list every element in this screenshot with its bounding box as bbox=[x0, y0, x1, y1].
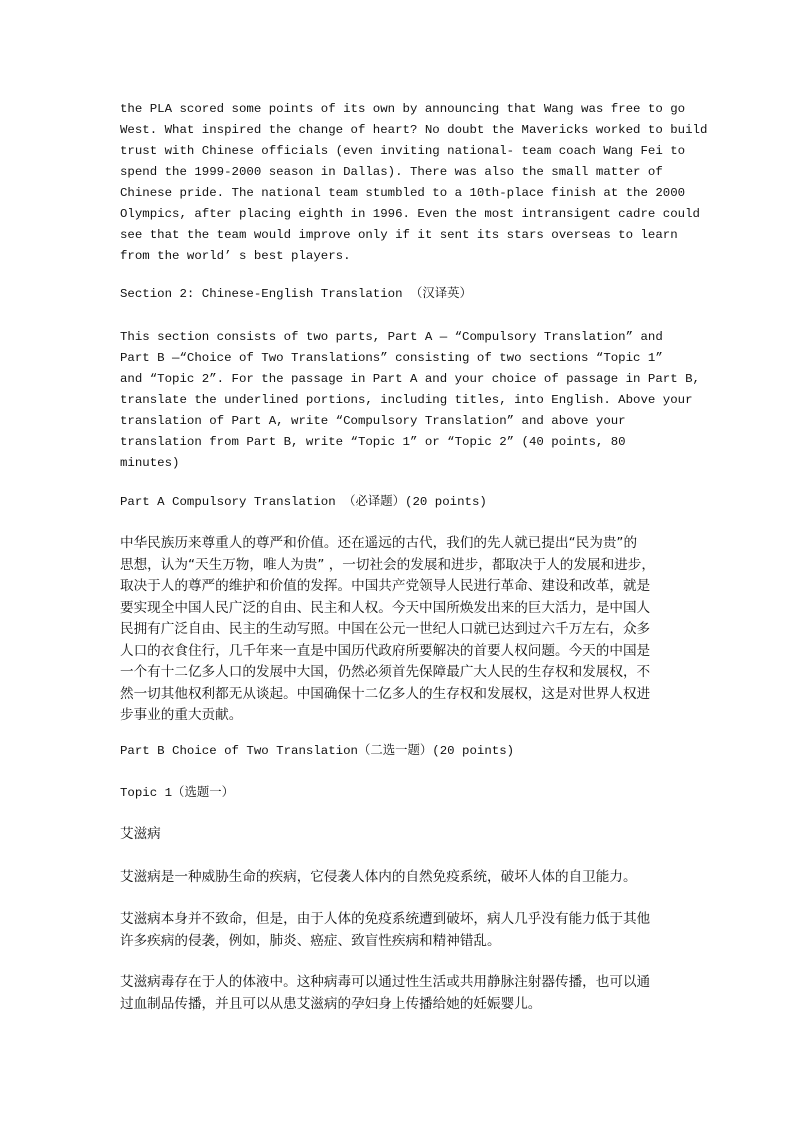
topic-title-text: 艾滋病 bbox=[120, 826, 161, 842]
text-line: 人口的衣食住行，几千年来一直是中国历代政府所要解决的首要人权问题。今天的中国是 bbox=[120, 642, 651, 659]
section-2-heading bbox=[120, 284, 680, 305]
text-line: translation from Part B, write “Topic 1” or “Topic 2” (40 points, 80 bbox=[120, 435, 626, 449]
text-line: 许多疾病的侵袭，例如，肺炎、癌症、致盲性疾病和精神错乱。 bbox=[120, 932, 501, 949]
text-line: 艾滋病毒存在于人的体液中。这种病毒可以通过性生活或共用静脉注射器传播，也可以通 bbox=[120, 974, 651, 990]
text-line: 过血制品传播，并且可以从患艾滋病的孕妇身上传播给她的妊娠婴儿。 bbox=[120, 995, 542, 1012]
text-line: 要实现全中国人民广泛的自由、民主和人权。今天中国所焕发出来的巨大活力，是中国人 bbox=[120, 599, 651, 616]
topic-1-paragraph bbox=[120, 972, 680, 1015]
text-line: and “Topic 2”. For the passage in Part A and your choice of passage in Part B, bbox=[120, 372, 700, 386]
text-line: Olympics, after placing eighth in 1996. Even the most intransigent cadre could bbox=[120, 207, 700, 221]
text-line: minutes) bbox=[120, 456, 180, 470]
text-line: spend the 1999-2000 season in Dallas). There was also the small matter of bbox=[120, 165, 663, 179]
text-line: 步事业的重大贡献。 bbox=[120, 707, 243, 723]
text-line: translate the underlined portions, including titles, into English. Above your bbox=[120, 393, 693, 407]
text-line: 民拥有广泛自由、民主的生动写照。中国在公元一世纪人口就已达到过六千万左右，众多 bbox=[120, 621, 651, 637]
text-line: see that the team would improve only if it sent its stars overseas to learn bbox=[120, 228, 678, 242]
part-a-passage bbox=[120, 533, 680, 727]
part-heading-text: Part B Choice of Two Translation（二选一题）(20 points) bbox=[120, 744, 515, 758]
text-line: the PLA scored some points of its own by announcing that Wang was free to go bbox=[120, 102, 686, 116]
topic-1-paragraph bbox=[120, 867, 680, 889]
part-heading-text: Part A Compulsory Translation （必译题）(20 points) bbox=[120, 495, 487, 509]
text-line: from the world’ s best players. bbox=[120, 249, 351, 263]
intro-paragraph bbox=[120, 99, 708, 267]
topic-1-heading bbox=[120, 783, 680, 804]
text-line: Part B —“Choice of Two Translations” consisting of two sections “Topic 1” bbox=[120, 351, 663, 365]
section-heading-text: Section 2: Chinese-English Translation （汉译英） bbox=[120, 287, 472, 301]
topic-1-title bbox=[120, 824, 680, 846]
section-2-instructions bbox=[120, 327, 700, 474]
topic-1-paragraph bbox=[120, 909, 680, 952]
text-line: 艾滋病本身并不致命，但是，由于人体的免疫系统遭到破坏，病人几乎没有能力低于其他 bbox=[120, 911, 651, 927]
text-line: Chinese pride. The national team stumbled to a 10th-place finish at the 2000 bbox=[120, 186, 686, 200]
text-line: 一个有十二亿多人口的发展中大国，仍然必须首先保障最广大人民的生存权和发展权，不 bbox=[120, 664, 651, 680]
text-line: West. What inspired the change of heart? No doubt the Mavericks worked to build bbox=[120, 123, 708, 137]
text-line: translation of Part A, write “Compulsory Translation” and above your bbox=[120, 414, 626, 428]
part-a-heading bbox=[120, 492, 680, 513]
text-line: 然一切其他权利都无从谈起。中国确保十二亿多人的生存权和发展权，这是对世界人权进 bbox=[120, 685, 651, 702]
topic-heading-text: Topic 1（选题一） bbox=[120, 786, 235, 800]
part-b-heading bbox=[120, 741, 680, 762]
text-line: 艾滋病是一种威胁生命的疾病，它侵袭人体内的自然免疫系统，破坏人体的自卫能力。 bbox=[120, 869, 637, 885]
text-line: trust with Chinese officials (even inviting national- team coach Wang Fei to bbox=[120, 144, 686, 158]
text-line: 思想，认为“天生万物，唯人为贵” ，一切社会的发展和进步，都取决于人的发展和进步， bbox=[120, 556, 655, 573]
text-line: 中华民族历来尊重人的尊严和价值。还在遥远的古代，我们的先人就已提出“民为贵”的 bbox=[120, 535, 638, 551]
text-line: 取决于人的尊严的维护和价值的发挥。中国共产党领导人民进行革命、建设和改革，就是 bbox=[120, 578, 651, 594]
text-line: This section consists of two parts, Part A — “Compulsory Translation” and bbox=[120, 330, 663, 344]
